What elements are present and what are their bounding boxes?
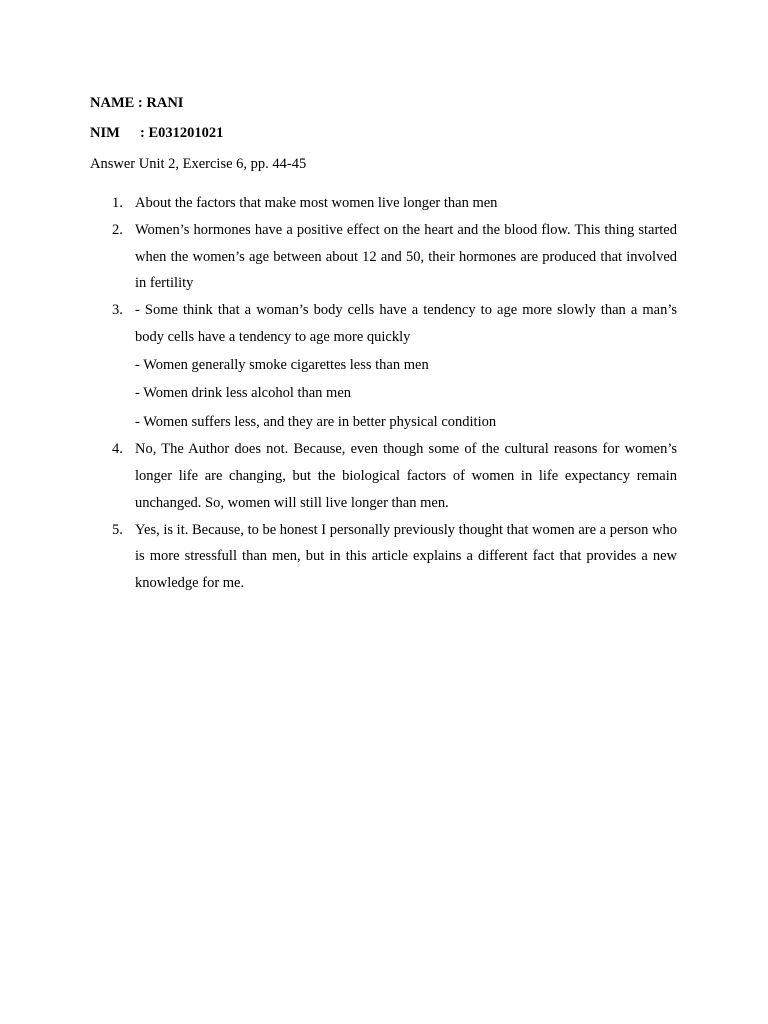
answer-item-2 xyxy=(90,217,677,297)
answer-text: Women’s hormones have a positive effect on the heart and the blood flow. This thing started when the women’s age between about 12 and 50, their hormones are produced that involved in fertility xyxy=(135,221,677,292)
answer-number: 5. xyxy=(112,521,123,538)
answer-subpoint: - Women drink less alcohol than men xyxy=(135,385,352,402)
answer-number: 1. xyxy=(112,195,123,211)
answer-item-5 xyxy=(90,517,677,597)
nim-label: NIM xyxy=(90,125,120,141)
answer-number: 2. xyxy=(112,221,123,238)
answer-item-1 xyxy=(90,190,677,217)
student-name: NAME : RANI xyxy=(90,95,184,111)
assignment-subtitle: Answer Unit 2, Exercise 6, pp. 44-45 xyxy=(90,156,307,172)
nim-value: : E031201021 xyxy=(140,125,224,141)
answer-text: No, The Author does not. Because, even though some of the cultural reasons for women’s longer life are changing, but the biological factors of women in life expectancy remain unchanged. So, women will still live longer than men. xyxy=(135,441,677,511)
answer-subpoint: - Women suffers less, and they are in better physical condition xyxy=(135,413,497,430)
answer-subpoint: - Women generally smoke cigarettes less than men xyxy=(135,356,429,373)
student-nim xyxy=(90,124,223,142)
answer-text: - Some think that a woman’s body cells have a tendency to age more slowly than a man’s body cells have a tendency to age more quickly xyxy=(135,302,677,345)
answer-item-3 xyxy=(90,297,677,436)
answer-list xyxy=(90,190,677,597)
answer-number: 4. xyxy=(112,441,123,458)
answer-number: 3. xyxy=(112,302,123,319)
answer-text: Yes, is it. Because, to be honest I personally previously thought that women are a person who is more stressfull than men, but in this article explains a different fact that provides a new knowledge for me. xyxy=(135,521,677,592)
answer-text: About the factors that make most women live longer than men xyxy=(135,195,498,211)
answer-item-4 xyxy=(90,436,677,516)
